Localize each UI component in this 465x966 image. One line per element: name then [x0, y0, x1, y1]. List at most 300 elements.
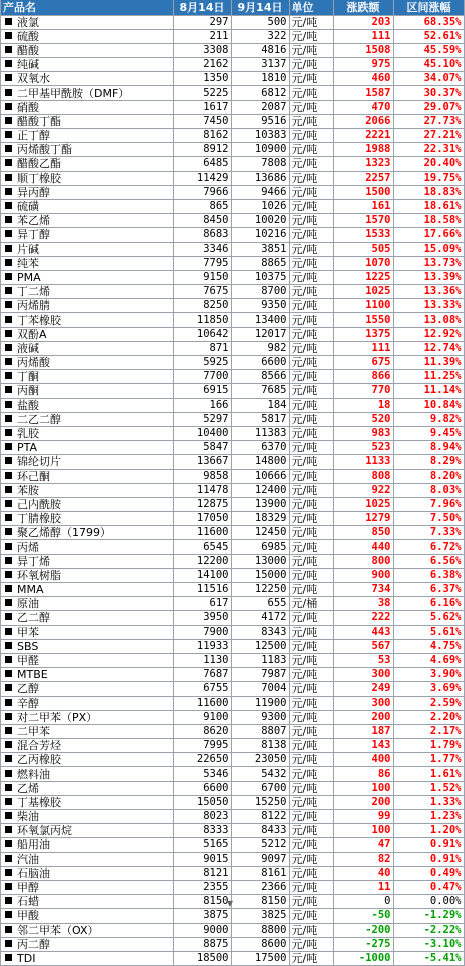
cell-unit[interactable]: 元/吨	[289, 384, 333, 398]
cell-product-name[interactable]	[1, 469, 173, 483]
cell-unit[interactable]: 元/吨	[289, 512, 333, 526]
cell-aug-14-price[interactable]: 6485	[173, 157, 231, 171]
cell-sep-14-price[interactable]: 10666	[231, 469, 289, 483]
cell-product-name[interactable]	[1, 256, 173, 270]
cell-product-name[interactable]	[1, 597, 173, 611]
cell-aug-14-price[interactable]: 14100	[173, 568, 231, 582]
table-row[interactable]	[1, 100, 464, 114]
cell-aug-14-price[interactable]: 2355	[173, 880, 231, 894]
cell-sep-14-price[interactable]: 15000	[231, 568, 289, 582]
cell-change-amount[interactable]: 111	[333, 341, 393, 355]
cell-aug-14-price[interactable]: 9858	[173, 469, 231, 483]
cell-unit[interactable]: 元/吨	[289, 526, 333, 540]
cell-sep-14-price[interactable]: 500	[231, 15, 289, 29]
cell-change-amount[interactable]: 400	[333, 753, 393, 767]
cell-change-pct[interactable]: 5.61%	[393, 625, 464, 639]
cell-sep-14-price[interactable]: 6812	[231, 86, 289, 100]
cell-change-pct[interactable]: 20.40%	[393, 157, 464, 171]
table-row[interactable]	[1, 710, 464, 724]
table-row[interactable]	[1, 724, 464, 738]
cell-change-pct[interactable]: 8.94%	[393, 441, 464, 455]
cell-unit[interactable]: 元/吨	[289, 441, 333, 455]
table-row[interactable]	[1, 923, 464, 937]
cell-product-name[interactable]	[1, 512, 173, 526]
cell-unit[interactable]: 元/吨	[289, 114, 333, 128]
table-row[interactable]	[1, 696, 464, 710]
cell-unit[interactable]: 元/吨	[289, 214, 333, 228]
cell-unit[interactable]: 元/吨	[289, 15, 333, 29]
cell-change-amount[interactable]: 11	[333, 880, 393, 894]
cell-change-amount[interactable]: 1070	[333, 256, 393, 270]
table-row[interactable]	[1, 583, 464, 597]
cell-unit[interactable]: 元/吨	[289, 285, 333, 299]
cell-change-amount[interactable]: 800	[333, 554, 393, 568]
cell-sep-14-price[interactable]: 7808	[231, 157, 289, 171]
cell-aug-14-price[interactable]: 7795	[173, 256, 231, 270]
table-row[interactable]	[1, 313, 464, 327]
cell-change-amount[interactable]: 111	[333, 29, 393, 43]
cell-change-amount[interactable]: 18	[333, 398, 393, 412]
cell-change-amount[interactable]: 734	[333, 583, 393, 597]
cell-change-pct[interactable]: 1.33%	[393, 795, 464, 809]
cell-product-name[interactable]	[1, 568, 173, 582]
cell-aug-14-price[interactable]: 7687	[173, 668, 231, 682]
table-row[interactable]	[1, 951, 464, 965]
cell-change-amount[interactable]: -200	[333, 923, 393, 937]
cell-product-name[interactable]	[1, 554, 173, 568]
table-row[interactable]	[1, 753, 464, 767]
cell-product-name[interactable]	[1, 696, 173, 710]
cell-change-pct[interactable]: 12.92%	[393, 327, 464, 341]
cell-unit[interactable]: 元/吨	[289, 29, 333, 43]
cell-unit[interactable]: 元/吨	[289, 909, 333, 923]
cell-change-pct[interactable]: 6.16%	[393, 597, 464, 611]
cell-change-pct[interactable]: 6.37%	[393, 583, 464, 597]
cell-sep-14-price[interactable]: 11900	[231, 696, 289, 710]
table-row[interactable]	[1, 285, 464, 299]
table-row[interactable]	[1, 653, 464, 667]
cell-sep-14-price[interactable]: 9516	[231, 114, 289, 128]
cell-change-amount[interactable]: 975	[333, 58, 393, 72]
cell-change-pct[interactable]: 30.37%	[393, 86, 464, 100]
cell-aug-14-price[interactable]: 8450	[173, 214, 231, 228]
cell-change-pct[interactable]: 11.14%	[393, 384, 464, 398]
table-row[interactable]	[1, 483, 464, 497]
cell-change-pct[interactable]: 45.10%	[393, 58, 464, 72]
cell-unit[interactable]: 元/吨	[289, 270, 333, 284]
cell-change-amount[interactable]: 203	[333, 15, 393, 29]
cell-change-amount[interactable]: 1533	[333, 228, 393, 242]
cell-aug-14-price[interactable]: 865	[173, 199, 231, 213]
cell-change-amount[interactable]: 505	[333, 242, 393, 256]
cell-aug-14-price[interactable]: 871	[173, 341, 231, 355]
cell-unit[interactable]: 元/吨	[289, 895, 333, 909]
header-aug-14[interactable]: 8月14日	[173, 0, 231, 15]
table-row[interactable]	[1, 384, 464, 398]
table-row[interactable]	[1, 597, 464, 611]
header-period-change-pct[interactable]: 区间涨幅	[393, 0, 464, 15]
cell-sep-14-price[interactable]: 8807	[231, 724, 289, 738]
cell-product-name[interactable]	[1, 356, 173, 370]
cell-change-pct[interactable]: 4.75%	[393, 639, 464, 653]
cell-change-amount[interactable]: 1225	[333, 270, 393, 284]
cell-product-name[interactable]	[1, 228, 173, 242]
cell-change-pct[interactable]: 0.49%	[393, 866, 464, 880]
cell-product-name[interactable]	[1, 15, 173, 29]
cell-unit[interactable]: 元/吨	[289, 937, 333, 951]
cell-unit[interactable]: 元/吨	[289, 86, 333, 100]
cell-change-amount[interactable]: 82	[333, 852, 393, 866]
cell-change-pct[interactable]: 7.33%	[393, 526, 464, 540]
cell-sep-14-price[interactable]: 8600	[231, 937, 289, 951]
cell-product-name[interactable]	[1, 270, 173, 284]
table-row[interactable]	[1, 639, 464, 653]
cell-change-pct[interactable]: 52.61%	[393, 29, 464, 43]
table-row[interactable]	[1, 242, 464, 256]
cell-aug-14-price[interactable]: 617	[173, 597, 231, 611]
cell-unit[interactable]: 元/吨	[289, 824, 333, 838]
table-row[interactable]	[1, 611, 464, 625]
cell-unit[interactable]: 元/吨	[289, 668, 333, 682]
cell-aug-14-price[interactable]: 5847	[173, 441, 231, 455]
cell-product-name[interactable]	[1, 285, 173, 299]
cell-sep-14-price[interactable]: 18329	[231, 512, 289, 526]
cell-sep-14-price[interactable]: 10900	[231, 143, 289, 157]
table-row[interactable]	[1, 114, 464, 128]
cell-change-pct[interactable]: 0.91%	[393, 838, 464, 852]
cell-aug-14-price[interactable]: 8683	[173, 228, 231, 242]
cell-change-amount[interactable]: 850	[333, 526, 393, 540]
cell-unit[interactable]: 元/吨	[289, 100, 333, 114]
cell-aug-14-price[interactable]: 11516	[173, 583, 231, 597]
cell-aug-14-price[interactable]: 8162	[173, 129, 231, 143]
table-row[interactable]	[1, 398, 464, 412]
cell-change-amount[interactable]: 161	[333, 199, 393, 213]
cell-unit[interactable]: 元/吨	[289, 171, 333, 185]
table-row[interactable]	[1, 129, 464, 143]
cell-sep-14-price[interactable]: 12250	[231, 583, 289, 597]
header-change-amount[interactable]: 涨跌额	[333, 0, 393, 15]
cell-aug-14-price[interactable]: 5346	[173, 767, 231, 781]
cell-unit[interactable]: 元/吨	[289, 327, 333, 341]
cell-sep-14-price[interactable]: 8161	[231, 866, 289, 880]
cell-unit[interactable]: 元/吨	[289, 852, 333, 866]
table-row[interactable]	[1, 767, 464, 781]
cell-change-pct[interactable]: 3.90%	[393, 668, 464, 682]
cell-sep-14-price[interactable]: 3851	[231, 242, 289, 256]
cell-change-amount[interactable]: 1323	[333, 157, 393, 171]
cell-aug-14-price[interactable]: 8875	[173, 937, 231, 951]
cell-product-name[interactable]	[1, 171, 173, 185]
cell-change-amount[interactable]: 770	[333, 384, 393, 398]
cell-change-amount[interactable]: 1587	[333, 86, 393, 100]
cell-change-amount[interactable]: 143	[333, 739, 393, 753]
cell-change-pct[interactable]: 8.20%	[393, 469, 464, 483]
cell-change-amount[interactable]: 1375	[333, 327, 393, 341]
cell-change-amount[interactable]: 1025	[333, 285, 393, 299]
cell-unit[interactable]: 元/吨	[289, 43, 333, 57]
cell-aug-14-price[interactable]: 11850	[173, 313, 231, 327]
cell-product-name[interactable]	[1, 909, 173, 923]
table-row[interactable]	[1, 866, 464, 880]
cell-change-pct[interactable]: 27.73%	[393, 114, 464, 128]
cell-aug-14-price[interactable]: 7966	[173, 185, 231, 199]
cell-aug-14-price[interactable]: 5225	[173, 86, 231, 100]
cell-aug-14-price[interactable]: 10400	[173, 426, 231, 440]
cell-unit[interactable]: 元/吨	[289, 228, 333, 242]
cell-product-name[interactable]	[1, 895, 173, 909]
cell-sep-14-price[interactable]: 2087	[231, 100, 289, 114]
cell-product-name[interactable]	[1, 100, 173, 114]
cell-change-pct[interactable]: 1.61%	[393, 767, 464, 781]
cell-product-name[interactable]	[1, 937, 173, 951]
cell-change-pct[interactable]: 7.50%	[393, 512, 464, 526]
cell-sep-14-price[interactable]: 322	[231, 29, 289, 43]
cell-aug-14-price[interactable]: 3308	[173, 43, 231, 57]
cell-product-name[interactable]	[1, 157, 173, 171]
cell-change-amount[interactable]: 1988	[333, 143, 393, 157]
cell-change-pct[interactable]: 1.79%	[393, 739, 464, 753]
cell-product-name[interactable]	[1, 114, 173, 128]
cell-change-amount[interactable]: 300	[333, 696, 393, 710]
cell-product-name[interactable]	[1, 327, 173, 341]
table-row[interactable]	[1, 270, 464, 284]
cell-aug-14-price[interactable]: 3346	[173, 242, 231, 256]
cell-unit[interactable]: 元/吨	[289, 370, 333, 384]
cell-change-pct[interactable]: 11.39%	[393, 356, 464, 370]
cell-aug-14-price[interactable]: 7900	[173, 625, 231, 639]
table-row[interactable]	[1, 228, 464, 242]
cell-change-pct[interactable]: 0.00%	[393, 895, 464, 909]
cell-change-pct[interactable]: 45.59%	[393, 43, 464, 57]
cell-product-name[interactable]	[1, 767, 173, 781]
cell-product-name[interactable]	[1, 86, 173, 100]
cell-aug-14-price[interactable]: 11478	[173, 483, 231, 497]
table-row[interactable]	[1, 512, 464, 526]
cell-aug-14-price[interactable]: 6545	[173, 540, 231, 554]
cell-sep-14-price[interactable]: 14800	[231, 455, 289, 469]
cell-product-name[interactable]	[1, 753, 173, 767]
cell-unit[interactable]: 元/吨	[289, 398, 333, 412]
cell-product-name[interactable]	[1, 398, 173, 412]
cell-product-name[interactable]	[1, 824, 173, 838]
cell-change-amount[interactable]: 866	[333, 370, 393, 384]
cell-unit[interactable]: 元/吨	[289, 639, 333, 653]
cell-unit[interactable]: 元/吨	[289, 866, 333, 880]
cell-aug-14-price[interactable]: 6915	[173, 384, 231, 398]
cell-change-pct[interactable]: 1.23%	[393, 810, 464, 824]
cell-change-pct[interactable]: -3.10%	[393, 937, 464, 951]
table-row[interactable]	[1, 880, 464, 894]
scroll-down-arrow-icon[interactable]: ▼	[226, 899, 234, 908]
cell-change-amount[interactable]: 1025	[333, 497, 393, 511]
cell-product-name[interactable]	[1, 185, 173, 199]
cell-change-amount[interactable]: 1133	[333, 455, 393, 469]
table-row[interactable]	[1, 58, 464, 72]
cell-unit[interactable]: 元/吨	[289, 497, 333, 511]
cell-change-pct[interactable]: 1.52%	[393, 781, 464, 795]
cell-unit[interactable]: 元/吨	[289, 540, 333, 554]
cell-product-name[interactable]	[1, 214, 173, 228]
table-row[interactable]	[1, 554, 464, 568]
cell-product-name[interactable]	[1, 866, 173, 880]
cell-sep-14-price[interactable]: 7987	[231, 668, 289, 682]
cell-aug-14-price[interactable]: 11429	[173, 171, 231, 185]
cell-aug-14-price[interactable]: 11600	[173, 696, 231, 710]
cell-change-pct[interactable]: 34.07%	[393, 72, 464, 86]
table-row[interactable]	[1, 469, 464, 483]
cell-change-pct[interactable]: 13.39%	[393, 270, 464, 284]
cell-change-pct[interactable]: 8.03%	[393, 483, 464, 497]
cell-product-name[interactable]	[1, 710, 173, 724]
cell-change-pct[interactable]: 0.91%	[393, 852, 464, 866]
cell-change-amount[interactable]: 300	[333, 668, 393, 682]
cell-aug-14-price[interactable]: 8023	[173, 810, 231, 824]
cell-aug-14-price[interactable]: 10642	[173, 327, 231, 341]
cell-product-name[interactable]	[1, 412, 173, 426]
cell-change-pct[interactable]: 29.07%	[393, 100, 464, 114]
table-row[interactable]	[1, 441, 464, 455]
cell-product-name[interactable]	[1, 668, 173, 682]
table-row[interactable]	[1, 341, 464, 355]
cell-change-pct[interactable]: 17.66%	[393, 228, 464, 242]
cell-aug-14-price[interactable]: 2162	[173, 58, 231, 72]
cell-unit[interactable]: 元/吨	[289, 838, 333, 852]
cell-unit[interactable]: 元/吨	[289, 356, 333, 370]
cell-unit[interactable]: 元/吨	[289, 426, 333, 440]
cell-aug-14-price[interactable]: 15050	[173, 795, 231, 809]
cell-sep-14-price[interactable]: 1810	[231, 72, 289, 86]
cell-sep-14-price[interactable]: 5212	[231, 838, 289, 852]
cell-aug-14-price[interactable]: 9150	[173, 270, 231, 284]
cell-sep-14-price[interactable]: 9097	[231, 852, 289, 866]
cell-aug-14-price[interactable]: 9000	[173, 923, 231, 937]
cell-product-name[interactable]	[1, 583, 173, 597]
table-row[interactable]	[1, 426, 464, 440]
cell-aug-14-price[interactable]: 11600	[173, 526, 231, 540]
table-row[interactable]	[1, 795, 464, 809]
table-row[interactable]	[1, 937, 464, 951]
cell-product-name[interactable]	[1, 299, 173, 313]
cell-unit[interactable]: 元/吨	[289, 469, 333, 483]
cell-sep-14-price[interactable]: 6700	[231, 781, 289, 795]
cell-change-pct[interactable]: 1.77%	[393, 753, 464, 767]
cell-product-name[interactable]	[1, 129, 173, 143]
cell-change-amount[interactable]: 86	[333, 767, 393, 781]
table-row[interactable]	[1, 356, 464, 370]
cell-unit[interactable]: 元/吨	[289, 554, 333, 568]
cell-product-name[interactable]	[1, 781, 173, 795]
cell-change-amount[interactable]: 187	[333, 724, 393, 738]
table-row[interactable]	[1, 86, 464, 100]
cell-change-amount[interactable]: 100	[333, 781, 393, 795]
cell-change-amount[interactable]: 1570	[333, 214, 393, 228]
cell-sep-14-price[interactable]: 8122	[231, 810, 289, 824]
cell-unit[interactable]: 元/吨	[289, 143, 333, 157]
header-product-name[interactable]: 产品名	[1, 0, 173, 15]
cell-product-name[interactable]	[1, 455, 173, 469]
cell-product-name[interactable]	[1, 441, 173, 455]
cell-sep-14-price[interactable]: 13900	[231, 497, 289, 511]
cell-change-pct[interactable]: 15.09%	[393, 242, 464, 256]
cell-unit[interactable]: 元/吨	[289, 880, 333, 894]
cell-change-amount[interactable]: 0	[333, 895, 393, 909]
cell-unit[interactable]: 元/吨	[289, 923, 333, 937]
cell-sep-14-price[interactable]: 8566	[231, 370, 289, 384]
cell-aug-14-price[interactable]: 7450	[173, 114, 231, 128]
table-row[interactable]	[1, 781, 464, 795]
cell-aug-14-price[interactable]: 1617	[173, 100, 231, 114]
cell-aug-14-price[interactable]: 5925	[173, 356, 231, 370]
cell-unit[interactable]: 元/吨	[289, 483, 333, 497]
cell-aug-14-price[interactable]: 22650	[173, 753, 231, 767]
cell-sep-14-price[interactable]: 982	[231, 341, 289, 355]
table-row[interactable]	[1, 15, 464, 29]
table-row[interactable]	[1, 327, 464, 341]
table-row[interactable]	[1, 370, 464, 384]
cell-sep-14-price[interactable]: 6985	[231, 540, 289, 554]
cell-change-pct[interactable]: 10.84%	[393, 398, 464, 412]
cell-sep-14-price[interactable]: 8433	[231, 824, 289, 838]
cell-unit[interactable]: 元/吨	[289, 341, 333, 355]
table-row[interactable]	[1, 143, 464, 157]
cell-aug-14-price[interactable]: 13667	[173, 455, 231, 469]
cell-unit[interactable]: 元/吨	[289, 682, 333, 696]
cell-aug-14-price[interactable]: 166	[173, 398, 231, 412]
cell-sep-14-price[interactable]: 4816	[231, 43, 289, 57]
cell-product-name[interactable]	[1, 58, 173, 72]
cell-aug-14-price[interactable]: 8121	[173, 866, 231, 880]
cell-sep-14-price[interactable]: 15250	[231, 795, 289, 809]
cell-sep-14-price[interactable]: 23050	[231, 753, 289, 767]
cell-sep-14-price[interactable]: 13686	[231, 171, 289, 185]
cell-sep-14-price[interactable]: 8800	[231, 923, 289, 937]
cell-sep-14-price[interactable]: 9466	[231, 185, 289, 199]
cell-sep-14-price[interactable]: 5432	[231, 767, 289, 781]
cell-sep-14-price[interactable]: 13400	[231, 313, 289, 327]
cell-unit[interactable]: 元/吨	[289, 810, 333, 824]
cell-change-amount[interactable]: -50	[333, 909, 393, 923]
cell-product-name[interactable]	[1, 426, 173, 440]
cell-change-pct[interactable]: 19.75%	[393, 171, 464, 185]
cell-change-amount[interactable]: 200	[333, 710, 393, 724]
cell-unit[interactable]: 元/吨	[289, 583, 333, 597]
cell-change-amount[interactable]: 53	[333, 653, 393, 667]
cell-unit[interactable]: 元/吨	[289, 568, 333, 582]
cell-change-amount[interactable]: 900	[333, 568, 393, 582]
cell-change-amount[interactable]: 99	[333, 810, 393, 824]
cell-sep-14-price[interactable]: 8150	[231, 895, 289, 909]
cell-change-pct[interactable]: 13.08%	[393, 313, 464, 327]
cell-change-pct[interactable]: 7.96%	[393, 497, 464, 511]
cell-change-amount[interactable]: 675	[333, 356, 393, 370]
cell-change-pct[interactable]: 68.35%	[393, 15, 464, 29]
cell-unit[interactable]: 元/吨	[289, 653, 333, 667]
cell-unit[interactable]: 元/吨	[289, 242, 333, 256]
cell-change-pct[interactable]: 3.69%	[393, 682, 464, 696]
table-row[interactable]	[1, 625, 464, 639]
header-unit[interactable]: 单位	[289, 0, 333, 15]
cell-product-name[interactable]	[1, 880, 173, 894]
cell-change-amount[interactable]: 1100	[333, 299, 393, 313]
cell-aug-14-price[interactable]: 8620	[173, 724, 231, 738]
cell-change-amount[interactable]: -275	[333, 937, 393, 951]
cell-sep-14-price[interactable]: 8138	[231, 739, 289, 753]
cell-product-name[interactable]	[1, 497, 173, 511]
cell-unit[interactable]: 元/吨	[289, 58, 333, 72]
cell-change-amount[interactable]: 200	[333, 795, 393, 809]
cell-unit[interactable]: 元/吨	[289, 795, 333, 809]
